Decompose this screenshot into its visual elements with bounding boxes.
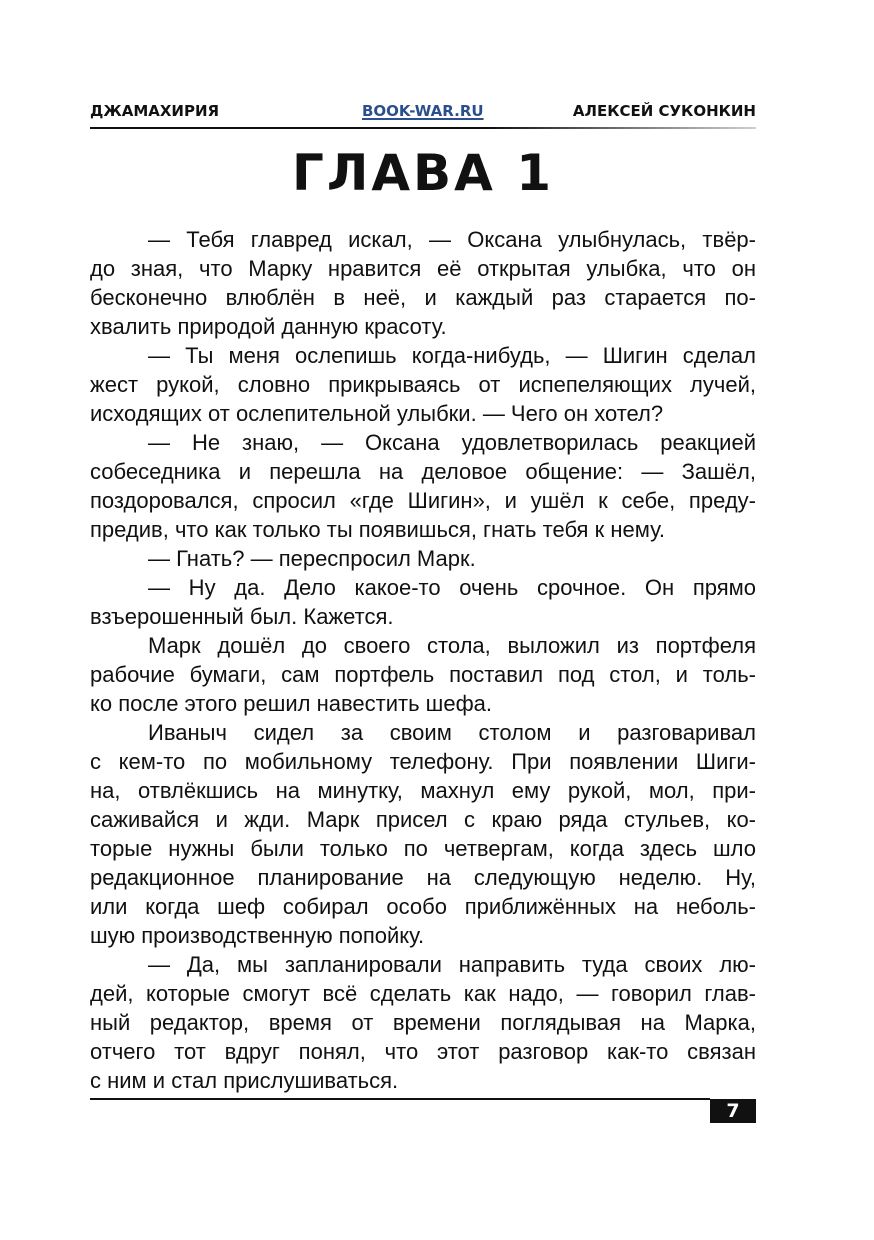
text-line: дей, которые смогут всё сделать как надо, — говорил глав-: [90, 981, 756, 1006]
text-line: — Не знаю, — Оксана удовлетворилась реакцией: [148, 430, 756, 455]
website-link[interactable]: BOOK-WAR.RU: [362, 102, 484, 120]
running-header: [90, 100, 756, 130]
header-divider: [90, 127, 756, 129]
text-line: — Ну да. Дело какое-то очень срочное. Он прямо: [148, 575, 756, 600]
book-title-header: ДЖАМАХИРИЯ: [90, 102, 220, 120]
text-line: с кем-то по мобильному телефону. При появлении Шиги-: [90, 749, 756, 774]
body-text: [90, 225, 756, 1095]
text-line: шую производственную попойку.: [90, 923, 425, 948]
text-line: исходящих от ослепительной улыбки. — Чего он хотел?: [90, 401, 664, 426]
text-line: бесконечно влюблён в неё, и каждый раз старается по-: [90, 285, 756, 310]
text-line: собеседника и перешла на деловое общение: — Зашёл,: [90, 459, 756, 484]
text-line: рабочие бумаги, сам портфель поставил под стол, и толь-: [90, 662, 756, 687]
text-line: поздоровался, спросил «где Шигин», и ушёл к себе, преду-: [90, 488, 756, 513]
chapter-title: ГЛАВА 1: [291, 144, 555, 202]
text-line: Марк дошёл до своего стола, выложил из портфеля: [148, 633, 756, 658]
text-line: с ним и стал прислушиваться.: [90, 1068, 399, 1093]
text-line: предив, что как только ты появишься, гнать тебя к нему.: [90, 517, 665, 542]
text-line: редакционное планирование на следующую неделю. Ну,: [90, 865, 756, 890]
author-name-header: АЛЕКСЕЙ СУКОНКИН: [572, 102, 756, 120]
text-line: на, отвлёкшись на минутку, махнул ему рукой, мол, при-: [90, 778, 756, 803]
text-line: саживайся и жди. Марк присел с краю ряда стульев, ко-: [90, 807, 756, 832]
text-line: отчего тот вдруг понял, что этот разговор как-то связан: [90, 1039, 756, 1064]
page-number: 7: [710, 1099, 756, 1123]
text-line: жест рукой, словно прикрываясь от испепеляющих лучей,: [90, 372, 756, 397]
text-line: ко после этого решил навестить шефа.: [90, 691, 493, 716]
text-line: или когда шеф собирал особо приближённых на неболь-: [90, 894, 756, 919]
footer-divider: [90, 1098, 710, 1100]
text-line: ный редактор, время от времени поглядывая на Марка,: [90, 1010, 756, 1035]
text-line: — Гнать? — переспросил Марк.: [148, 546, 476, 571]
text-line: хвалить природой данную красоту.: [90, 314, 447, 339]
text-line: Иваныч сидел за своим столом и разговаривал: [148, 720, 756, 745]
text-line: взъерошенный был. Кажется.: [90, 604, 394, 629]
text-line: до зная, что Марку нравится её открытая улыбка, что он: [90, 256, 756, 281]
text-line: — Да, мы запланировали направить туда своих лю-: [148, 952, 756, 977]
text-line: — Ты меня ослепишь когда-нибудь, — Шигин сделал: [148, 343, 756, 368]
text-line: — Тебя главред искал, — Оксана улыбнулась, твёр-: [148, 227, 756, 252]
text-line: торые нужны были только по четвергам, когда здесь шло: [90, 836, 756, 861]
